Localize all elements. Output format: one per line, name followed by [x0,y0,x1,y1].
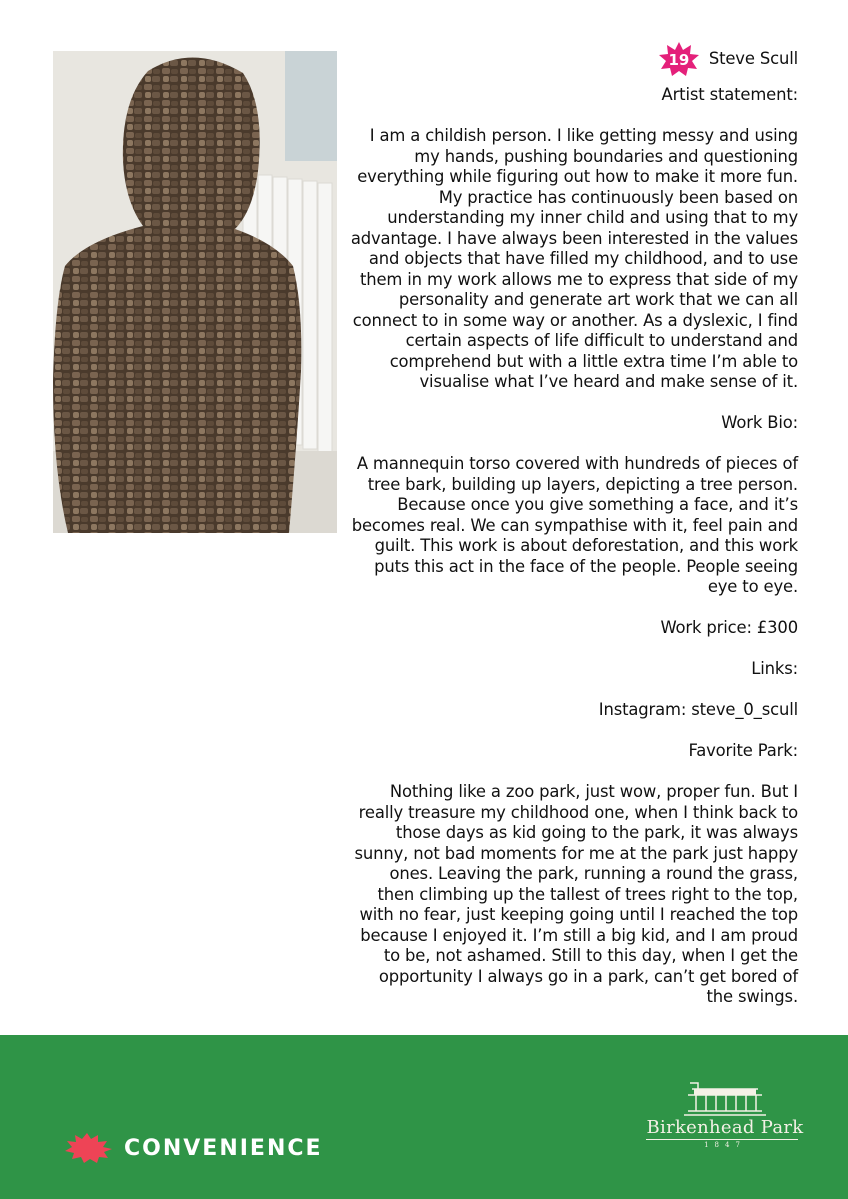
birkenhead-park-logo [640,1079,810,1159]
artwork-photo [53,51,337,533]
links-heading: Links: [751,659,798,678]
park-logo-rule [646,1139,798,1140]
work-bio-heading: Work Bio: [721,413,798,432]
header-row [350,44,798,74]
park-logo-year: 1847 [704,1141,746,1149]
work-price: Work price: £300 [660,618,798,637]
artist-statement-heading: Artist statement: [661,85,798,104]
pavilion-icon [640,1079,810,1119]
favorite-park-heading: Favorite Park: [688,741,798,760]
footer-band [0,1035,848,1199]
brand-name: CONVENIENCE [124,1135,323,1161]
instagram-link[interactable]: Instagram: steve_0_scull [598,700,798,719]
favorite-park-body: Nothing like a zoo park, just wow, proper fun. But I really treasure my childhood one, when I think back to those days as kid going to the park, it was always sunny, not bad moments for me at the park just happy ones. Leaving the park, running a round the grass, then climbing up the tallest of trees right to the top, with no fear, just keeping going until I reached the top because I enjoyed it. I’m still a big kid, and I am proud to be, not ashamed. Still to this day, when I get the opportunity I always go in a park, can’t get bored of the swings. [354,782,798,1006]
bark-figure-image [53,51,337,533]
page-number-badge [659,42,699,76]
artist-statement-body: I am a childish person. I like getting messy and using my hands, pushing boundaries and questioning everything while figuring out how to make it more fun. My practice has continuously been based on understanding my inner child and using that to my advantage. I have always been interested in the values and objects that have filled my childhood, and to use them in my work allows me to express that side of my personality and generate art work that we can all connect to in some way or another. As a dyslexic, I find certain aspects of life difficult to understand and comprehend but with a little extra time I’m able to visualise what I’ve heard and make sense of it. [350,126,798,391]
page-number: 19 [668,51,690,69]
starburst-icon [62,1133,112,1163]
convenience-brand [62,1131,323,1165]
park-logo-name: Birkenhead Park [646,1117,804,1138]
work-bio-body: A mannequin torso covered with hundreds of pieces of tree bark, building up layers, depicting a tree person. Because once you give something a face, and it’s becomes real. We can sympathise with it, feel pain and guilt. This work is about deforestation, and this work puts this act in the face of the people. People seeing eye to eye. [351,454,798,596]
text-column [350,44,798,1028]
artist-name: Steve Scull [708,48,798,68]
